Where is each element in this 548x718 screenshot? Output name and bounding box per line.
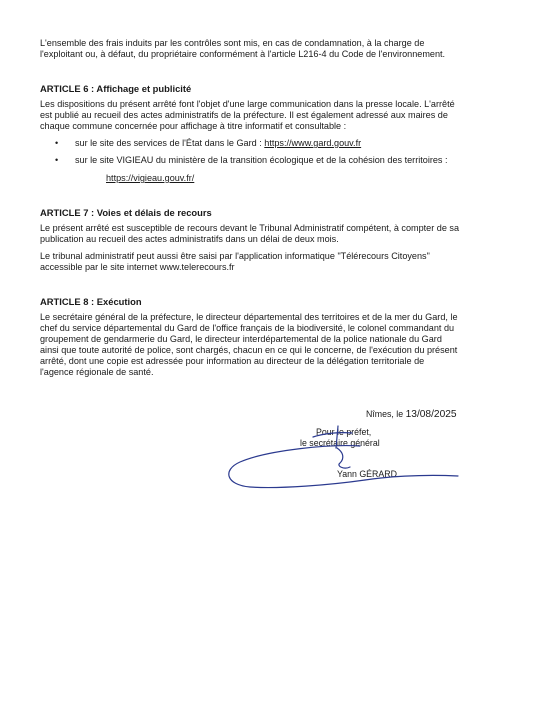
article-8-title: ARTICLE 8 : Exécution bbox=[40, 296, 142, 307]
article-8-line-3: groupement de gendarmerie du Gard, le directeur interdépartemental de la police nationale du Gard bbox=[40, 334, 442, 344]
bullet-vigieau-text: sur le site VIGIEAU du ministère de la transition écologique et de la cohésion des territoires : bbox=[75, 155, 448, 165]
article-7-p2-line-1: Le tribunal administratif peut aussi être saisi par l'application informatique "Télérecours Citoyens" bbox=[40, 251, 430, 261]
bullet-gard-text: sur le site des services de l'État dans le Gard : bbox=[75, 138, 265, 148]
bullet-icon: • bbox=[55, 155, 59, 165]
article-6-line-3: chaque commune concernée pour affichage à titre informatif et consultable : bbox=[40, 121, 347, 131]
article-6-line-2: est publié au recueil des actes administratifs de la préfecture. Il est également adressé aux maires de bbox=[40, 110, 448, 120]
signature-role-line: le secrétaire général bbox=[300, 438, 380, 448]
article-8-line-2: chef du service départemental du Gard de l'office français de la biodiversité, le colonel commandant du bbox=[40, 323, 455, 333]
article-6-line-1: Les dispositions du présent arrêté font l'objet d'une large communication dans la presse locale. L'arrêté bbox=[40, 99, 455, 109]
article-6-title: ARTICLE 6 : Affichage et publicité bbox=[40, 83, 192, 94]
article-8-line-4: ainsi que toute autorité de police, sont chargés, chacun en ce qui le concerne, de l'exécution du présent bbox=[40, 345, 458, 355]
signatory-name: Yann GÉRARD bbox=[337, 469, 397, 479]
signature-place-date bbox=[366, 409, 457, 420]
vigieau-link-line bbox=[106, 173, 194, 184]
article-7-p1-line-1: Le présent arrêté est susceptible de recours devant le Tribunal Administratif compétent, à compter de sa bbox=[40, 223, 460, 233]
signature-date: 13/08/2025 bbox=[405, 409, 457, 420]
intro-line-1: L'ensemble des frais induits par les contrôles sont mis, en cas de condamnation, à la charge de bbox=[40, 38, 425, 48]
article-7-p1-line-2: publication au recueil des actes administratifs dans un délai de deux mois. bbox=[40, 234, 339, 244]
gard-site-link[interactable]: https://www.gard.gouv.fr bbox=[264, 138, 362, 148]
bullet-icon: • bbox=[55, 138, 59, 148]
signature-place: Nîmes, le bbox=[366, 409, 406, 419]
article-7-p2-line-2: accessible par le site internet www.telerecours.fr bbox=[40, 262, 235, 272]
article-7-title: ARTICLE 7 : Voies et délais de recours bbox=[40, 207, 212, 218]
article-8-line-5: arrêté, dont une copie est adressée pour information au directeur de la délégation territoriale de bbox=[40, 356, 425, 366]
signature-for-line: Pour le préfet, bbox=[316, 427, 372, 437]
bullet-vigieau-site bbox=[55, 155, 448, 166]
vigieau-site-link[interactable]: https://vigieau.gouv.fr/ bbox=[106, 173, 195, 183]
article-8-line-1: Le secrétaire général de la préfecture, le directeur départemental des territoires et de la mer du Gard, le bbox=[40, 312, 458, 322]
intro-line-2: l'exploitant ou, à défaut, du propriétaire conformément à l'article L216-4 du Code de l'environnement. bbox=[40, 49, 446, 59]
bullet-gard-site bbox=[55, 138, 361, 149]
article-8-line-6: l'agence régionale de santé. bbox=[40, 367, 154, 377]
